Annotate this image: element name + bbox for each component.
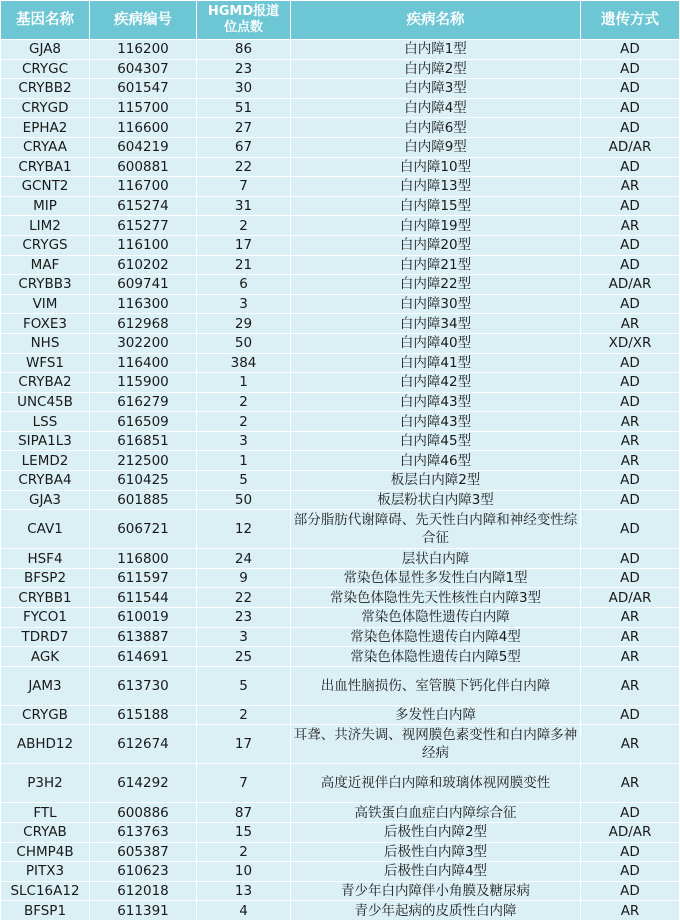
cell-inheritance: AR xyxy=(581,666,680,705)
cell-gene: AGK xyxy=(1,647,90,667)
cell-disease-name: 白内障21型 xyxy=(291,255,581,275)
cell-disease-name: 板层粉状白内障3型 xyxy=(291,490,581,510)
cell-disease-id: 606721 xyxy=(90,510,197,549)
cell-gene: EPHA2 xyxy=(1,118,90,138)
cell-hgmd-sites: 87 xyxy=(197,803,291,823)
cell-disease-id: 614292 xyxy=(90,764,197,803)
cell-disease-name: 常染色体隐性遗传白内障5型 xyxy=(291,647,581,667)
cell-disease-id: 116300 xyxy=(90,294,197,314)
table-row xyxy=(1,725,680,764)
cell-hgmd-sites: 23 xyxy=(197,608,291,628)
cell-gene: VIM xyxy=(1,294,90,314)
cell-inheritance: AD xyxy=(581,803,680,823)
header-inheritance: 遗传方式 xyxy=(581,1,680,40)
cell-hgmd-sites: 2 xyxy=(197,412,291,432)
cell-inheritance: AD xyxy=(581,353,680,373)
cell-inheritance: AR xyxy=(581,608,680,628)
cell-disease-id: 601547 xyxy=(90,79,197,99)
cell-inheritance: AR xyxy=(581,627,680,647)
cell-disease-id: 610425 xyxy=(90,471,197,491)
cell-hgmd-sites: 5 xyxy=(197,666,291,705)
cell-inheritance: AD xyxy=(581,98,680,118)
cell-inheritance: AR xyxy=(581,764,680,803)
cell-hgmd-sites: 1 xyxy=(197,451,291,471)
cell-inheritance: AD xyxy=(581,705,680,725)
cell-disease-id: 212500 xyxy=(90,451,197,471)
table-row xyxy=(1,823,680,843)
table-row xyxy=(1,588,680,608)
cell-hgmd-sites: 384 xyxy=(197,353,291,373)
cell-gene: BFSP1 xyxy=(1,901,90,921)
cell-disease-id: 612018 xyxy=(90,881,197,901)
cell-hgmd-sites: 2 xyxy=(197,392,291,412)
table-row xyxy=(1,608,680,628)
cell-disease-name: 白内障45型 xyxy=(291,431,581,451)
table-row xyxy=(1,549,680,569)
cell-gene: MIP xyxy=(1,196,90,216)
cell-inheritance: AD xyxy=(581,490,680,510)
table-row xyxy=(1,137,680,157)
cell-gene: HSF4 xyxy=(1,549,90,569)
cell-disease-name: 白内障30型 xyxy=(291,294,581,314)
cell-gene: CRYGS xyxy=(1,235,90,255)
cell-disease-id: 615274 xyxy=(90,196,197,216)
cell-disease-name: 白内障6型 xyxy=(291,118,581,138)
cell-disease-id: 610623 xyxy=(90,862,197,882)
cell-disease-name: 多发性白内障 xyxy=(291,705,581,725)
header-disease-id: 疾病编号 xyxy=(90,1,197,40)
header-hgmd-line1: HGMD报道 xyxy=(207,4,280,19)
cell-disease-id: 609741 xyxy=(90,275,197,295)
cell-hgmd-sites: 50 xyxy=(197,490,291,510)
table-row xyxy=(1,294,680,314)
cell-gene: LEMD2 xyxy=(1,451,90,471)
table-row xyxy=(1,647,680,667)
table-row xyxy=(1,196,680,216)
cell-disease-id: 116400 xyxy=(90,353,197,373)
cell-gene: CRYBB1 xyxy=(1,588,90,608)
cell-disease-name: 青少年白内障伴小角膜及糖尿病 xyxy=(291,881,581,901)
cell-disease-name: 白内障3型 xyxy=(291,79,581,99)
cell-inheritance: AD xyxy=(581,294,680,314)
cell-inheritance: AD xyxy=(581,471,680,491)
table-row xyxy=(1,235,680,255)
cell-disease-name: 白内障41型 xyxy=(291,353,581,373)
cell-disease-id: 616279 xyxy=(90,392,197,412)
table-row xyxy=(1,862,680,882)
table-row xyxy=(1,98,680,118)
cell-disease-id: 116800 xyxy=(90,549,197,569)
cell-disease-name: 白内障34型 xyxy=(291,314,581,334)
cell-disease-id: 614691 xyxy=(90,647,197,667)
cell-disease-id: 116100 xyxy=(90,235,197,255)
cell-hgmd-sites: 10 xyxy=(197,862,291,882)
header-hgmd-sites xyxy=(197,1,291,40)
cell-hgmd-sites: 22 xyxy=(197,588,291,608)
cell-disease-name: 板层白内障2型 xyxy=(291,471,581,491)
table-row xyxy=(1,764,680,803)
cell-disease-id: 611391 xyxy=(90,901,197,921)
cell-inheritance: AD xyxy=(581,862,680,882)
cell-hgmd-sites: 25 xyxy=(197,647,291,667)
table-row xyxy=(1,255,680,275)
header-gene: 基因名称 xyxy=(1,1,90,40)
cell-disease-name: 部分脂肪代谢障碍、先天性白内障和神经变性综合征 xyxy=(291,510,581,549)
cell-hgmd-sites: 86 xyxy=(197,40,291,60)
cell-disease-name: 常染色体显性多发性白内障1型 xyxy=(291,568,581,588)
cell-gene: NHS xyxy=(1,333,90,353)
table-row xyxy=(1,353,680,373)
cell-inheritance: AD xyxy=(581,40,680,60)
cell-disease-name: 白内障19型 xyxy=(291,216,581,236)
header-hgmd-line2: 位点数 xyxy=(223,20,263,35)
table-row xyxy=(1,881,680,901)
table-row xyxy=(1,490,680,510)
cell-inheritance: AR xyxy=(581,901,680,921)
cell-inheritance: AD xyxy=(581,59,680,79)
cell-disease-id: 613763 xyxy=(90,823,197,843)
cell-gene: BFSP2 xyxy=(1,568,90,588)
cell-disease-id: 600881 xyxy=(90,157,197,177)
cell-gene: SIPA1L3 xyxy=(1,431,90,451)
cell-disease-id: 115700 xyxy=(90,98,197,118)
cell-disease-name: 后极性白内障2型 xyxy=(291,823,581,843)
table-row xyxy=(1,333,680,353)
cell-hgmd-sites: 12 xyxy=(197,510,291,549)
cell-disease-name: 白内障40型 xyxy=(291,333,581,353)
cell-hgmd-sites: 3 xyxy=(197,431,291,451)
cell-disease-id: 616851 xyxy=(90,431,197,451)
cell-inheritance: AD xyxy=(581,373,680,393)
cell-gene: CRYAB xyxy=(1,823,90,843)
table-row xyxy=(1,842,680,862)
cell-gene: CRYGB xyxy=(1,705,90,725)
cell-disease-id: 116600 xyxy=(90,118,197,138)
header-disease-name: 疾病名称 xyxy=(291,1,581,40)
cell-inheritance: AD xyxy=(581,196,680,216)
cell-disease-name: 白内障43型 xyxy=(291,392,581,412)
cell-inheritance: AD xyxy=(581,255,680,275)
cell-gene: CRYBA4 xyxy=(1,471,90,491)
cell-hgmd-sites: 21 xyxy=(197,255,291,275)
cell-gene: P3H2 xyxy=(1,764,90,803)
table-row xyxy=(1,79,680,99)
table-row xyxy=(1,568,680,588)
cell-inheritance: AD xyxy=(581,157,680,177)
cell-disease-name: 白内障1型 xyxy=(291,40,581,60)
cell-hgmd-sites: 2 xyxy=(197,705,291,725)
cell-gene: CRYBB2 xyxy=(1,79,90,99)
cell-hgmd-sites: 17 xyxy=(197,235,291,255)
cell-disease-name: 白内障20型 xyxy=(291,235,581,255)
cell-inheritance: AD xyxy=(581,510,680,549)
cell-inheritance: AD xyxy=(581,79,680,99)
cell-hgmd-sites: 3 xyxy=(197,627,291,647)
cell-inheritance: XD/XR xyxy=(581,333,680,353)
cell-inheritance: AR xyxy=(581,216,680,236)
cell-inheritance: AR xyxy=(581,451,680,471)
cell-inheritance: AR xyxy=(581,412,680,432)
cell-disease-name: 青少年起病的皮质性白内障 xyxy=(291,901,581,921)
cell-disease-name: 出血性脑损伤、室管膜下钙化伴白内障 xyxy=(291,666,581,705)
table-row xyxy=(1,40,680,60)
cell-hgmd-sites: 1 xyxy=(197,373,291,393)
cell-gene: JAM3 xyxy=(1,666,90,705)
cell-gene: GCNT2 xyxy=(1,177,90,197)
cell-hgmd-sites: 67 xyxy=(197,137,291,157)
table-row xyxy=(1,216,680,236)
table-row xyxy=(1,666,680,705)
table-row xyxy=(1,177,680,197)
cell-disease-name: 后极性白内障4型 xyxy=(291,862,581,882)
cell-hgmd-sites: 4 xyxy=(197,901,291,921)
cell-inheritance: AD xyxy=(581,842,680,862)
cell-disease-id: 611597 xyxy=(90,568,197,588)
cell-gene: FOXE3 xyxy=(1,314,90,334)
table-body xyxy=(1,40,680,921)
cell-gene: ABHD12 xyxy=(1,725,90,764)
cell-hgmd-sites: 30 xyxy=(197,79,291,99)
table-row xyxy=(1,627,680,647)
table-row xyxy=(1,901,680,921)
table-row xyxy=(1,803,680,823)
cell-hgmd-sites: 24 xyxy=(197,549,291,569)
cell-gene: CRYGD xyxy=(1,98,90,118)
cell-inheritance: AR xyxy=(581,314,680,334)
cell-gene: FTL xyxy=(1,803,90,823)
table-row xyxy=(1,59,680,79)
table-row xyxy=(1,451,680,471)
cell-disease-id: 116700 xyxy=(90,177,197,197)
table-row xyxy=(1,471,680,491)
cell-hgmd-sites: 13 xyxy=(197,881,291,901)
cell-inheritance: AD xyxy=(581,235,680,255)
cell-gene: CRYGC xyxy=(1,59,90,79)
cell-disease-id: 604219 xyxy=(90,137,197,157)
cell-inheritance: AD xyxy=(581,549,680,569)
cell-hgmd-sites: 2 xyxy=(197,842,291,862)
cell-inheritance: AD/AR xyxy=(581,823,680,843)
cell-hgmd-sites: 3 xyxy=(197,294,291,314)
cell-disease-id: 612968 xyxy=(90,314,197,334)
cell-hgmd-sites: 31 xyxy=(197,196,291,216)
cell-disease-name: 白内障9型 xyxy=(291,137,581,157)
cell-disease-name: 高铁蛋白血症白内障综合征 xyxy=(291,803,581,823)
cell-disease-name: 常染色体隐性遗传白内障4型 xyxy=(291,627,581,647)
cell-hgmd-sites: 22 xyxy=(197,157,291,177)
cell-gene: CRYBB3 xyxy=(1,275,90,295)
cell-hgmd-sites: 29 xyxy=(197,314,291,334)
cell-disease-id: 611544 xyxy=(90,588,197,608)
cell-gene: FYCO1 xyxy=(1,608,90,628)
cell-disease-id: 615188 xyxy=(90,705,197,725)
cell-gene: TDRD7 xyxy=(1,627,90,647)
cell-hgmd-sites: 51 xyxy=(197,98,291,118)
cell-gene: SLC16A12 xyxy=(1,881,90,901)
cell-gene: CHMP4B xyxy=(1,842,90,862)
cell-inheritance: AD xyxy=(581,568,680,588)
cell-disease-id: 116200 xyxy=(90,40,197,60)
cell-gene: GJA8 xyxy=(1,40,90,60)
table-row xyxy=(1,157,680,177)
cell-hgmd-sites: 27 xyxy=(197,118,291,138)
cell-disease-name: 白内障46型 xyxy=(291,451,581,471)
cell-inheritance: AR xyxy=(581,725,680,764)
cell-disease-name: 后极性白内障3型 xyxy=(291,842,581,862)
cell-disease-id: 610019 xyxy=(90,608,197,628)
cell-gene: UNC45B xyxy=(1,392,90,412)
cell-inheritance: AR xyxy=(581,431,680,451)
table-row xyxy=(1,118,680,138)
cell-hgmd-sites: 50 xyxy=(197,333,291,353)
cell-disease-name: 白内障10型 xyxy=(291,157,581,177)
cell-gene: CAV1 xyxy=(1,510,90,549)
cell-inheritance: AR xyxy=(581,647,680,667)
cell-disease-name: 耳聋、共济失调、视网膜色素变性和白内障多神经病 xyxy=(291,725,581,764)
cell-disease-id: 613887 xyxy=(90,627,197,647)
cell-inheritance: AD xyxy=(581,881,680,901)
cell-disease-id: 613730 xyxy=(90,666,197,705)
cell-gene: LSS xyxy=(1,412,90,432)
cell-hgmd-sites: 2 xyxy=(197,216,291,236)
cell-inheritance: AD xyxy=(581,118,680,138)
cell-disease-id: 115900 xyxy=(90,373,197,393)
cell-hgmd-sites: 9 xyxy=(197,568,291,588)
cell-disease-id: 604307 xyxy=(90,59,197,79)
cell-disease-name: 白内障42型 xyxy=(291,373,581,393)
cell-disease-name: 白内障13型 xyxy=(291,177,581,197)
table-row xyxy=(1,412,680,432)
cell-disease-name: 白内障4型 xyxy=(291,98,581,118)
cell-inheritance: AD/AR xyxy=(581,137,680,157)
cell-gene: WFS1 xyxy=(1,353,90,373)
cell-disease-name: 白内障43型 xyxy=(291,412,581,432)
cell-inheritance: AD/AR xyxy=(581,275,680,295)
table-row xyxy=(1,431,680,451)
cell-disease-id: 610202 xyxy=(90,255,197,275)
cell-hgmd-sites: 17 xyxy=(197,725,291,764)
cell-disease-name: 白内障22型 xyxy=(291,275,581,295)
cell-disease-id: 600886 xyxy=(90,803,197,823)
table-row xyxy=(1,705,680,725)
cell-hgmd-sites: 5 xyxy=(197,471,291,491)
table-row xyxy=(1,510,680,549)
cell-gene: CRYAA xyxy=(1,137,90,157)
cell-disease-id: 612674 xyxy=(90,725,197,764)
cell-gene: GJA3 xyxy=(1,490,90,510)
cell-inheritance: AD/AR xyxy=(581,588,680,608)
cell-hgmd-sites: 15 xyxy=(197,823,291,843)
cell-hgmd-sites: 23 xyxy=(197,59,291,79)
header-row xyxy=(1,1,680,40)
cell-disease-name: 层状白内障 xyxy=(291,549,581,569)
cell-disease-name: 高度近视伴白内障和玻璃体视网膜变性 xyxy=(291,764,581,803)
cell-gene: CRYBA1 xyxy=(1,157,90,177)
table-row xyxy=(1,275,680,295)
table-row xyxy=(1,392,680,412)
cell-disease-id: 601885 xyxy=(90,490,197,510)
cell-hgmd-sites: 7 xyxy=(197,764,291,803)
table-row xyxy=(1,373,680,393)
cell-inheritance: AR xyxy=(581,177,680,197)
cell-gene: PITX3 xyxy=(1,862,90,882)
cell-disease-id: 302200 xyxy=(90,333,197,353)
cell-disease-id: 605387 xyxy=(90,842,197,862)
cell-disease-name: 常染色体隐性先天性核性白内障3型 xyxy=(291,588,581,608)
cell-inheritance: AD xyxy=(581,392,680,412)
cell-disease-id: 615277 xyxy=(90,216,197,236)
cell-disease-name: 白内障2型 xyxy=(291,59,581,79)
cell-hgmd-sites: 6 xyxy=(197,275,291,295)
cell-gene: MAF xyxy=(1,255,90,275)
cell-disease-name: 白内障15型 xyxy=(291,196,581,216)
cell-hgmd-sites: 7 xyxy=(197,177,291,197)
cell-disease-id: 616509 xyxy=(90,412,197,432)
table-row xyxy=(1,314,680,334)
cell-gene: LIM2 xyxy=(1,216,90,236)
cell-disease-name: 常染色体隐性遗传白内障 xyxy=(291,608,581,628)
cell-gene: CRYBA2 xyxy=(1,373,90,393)
